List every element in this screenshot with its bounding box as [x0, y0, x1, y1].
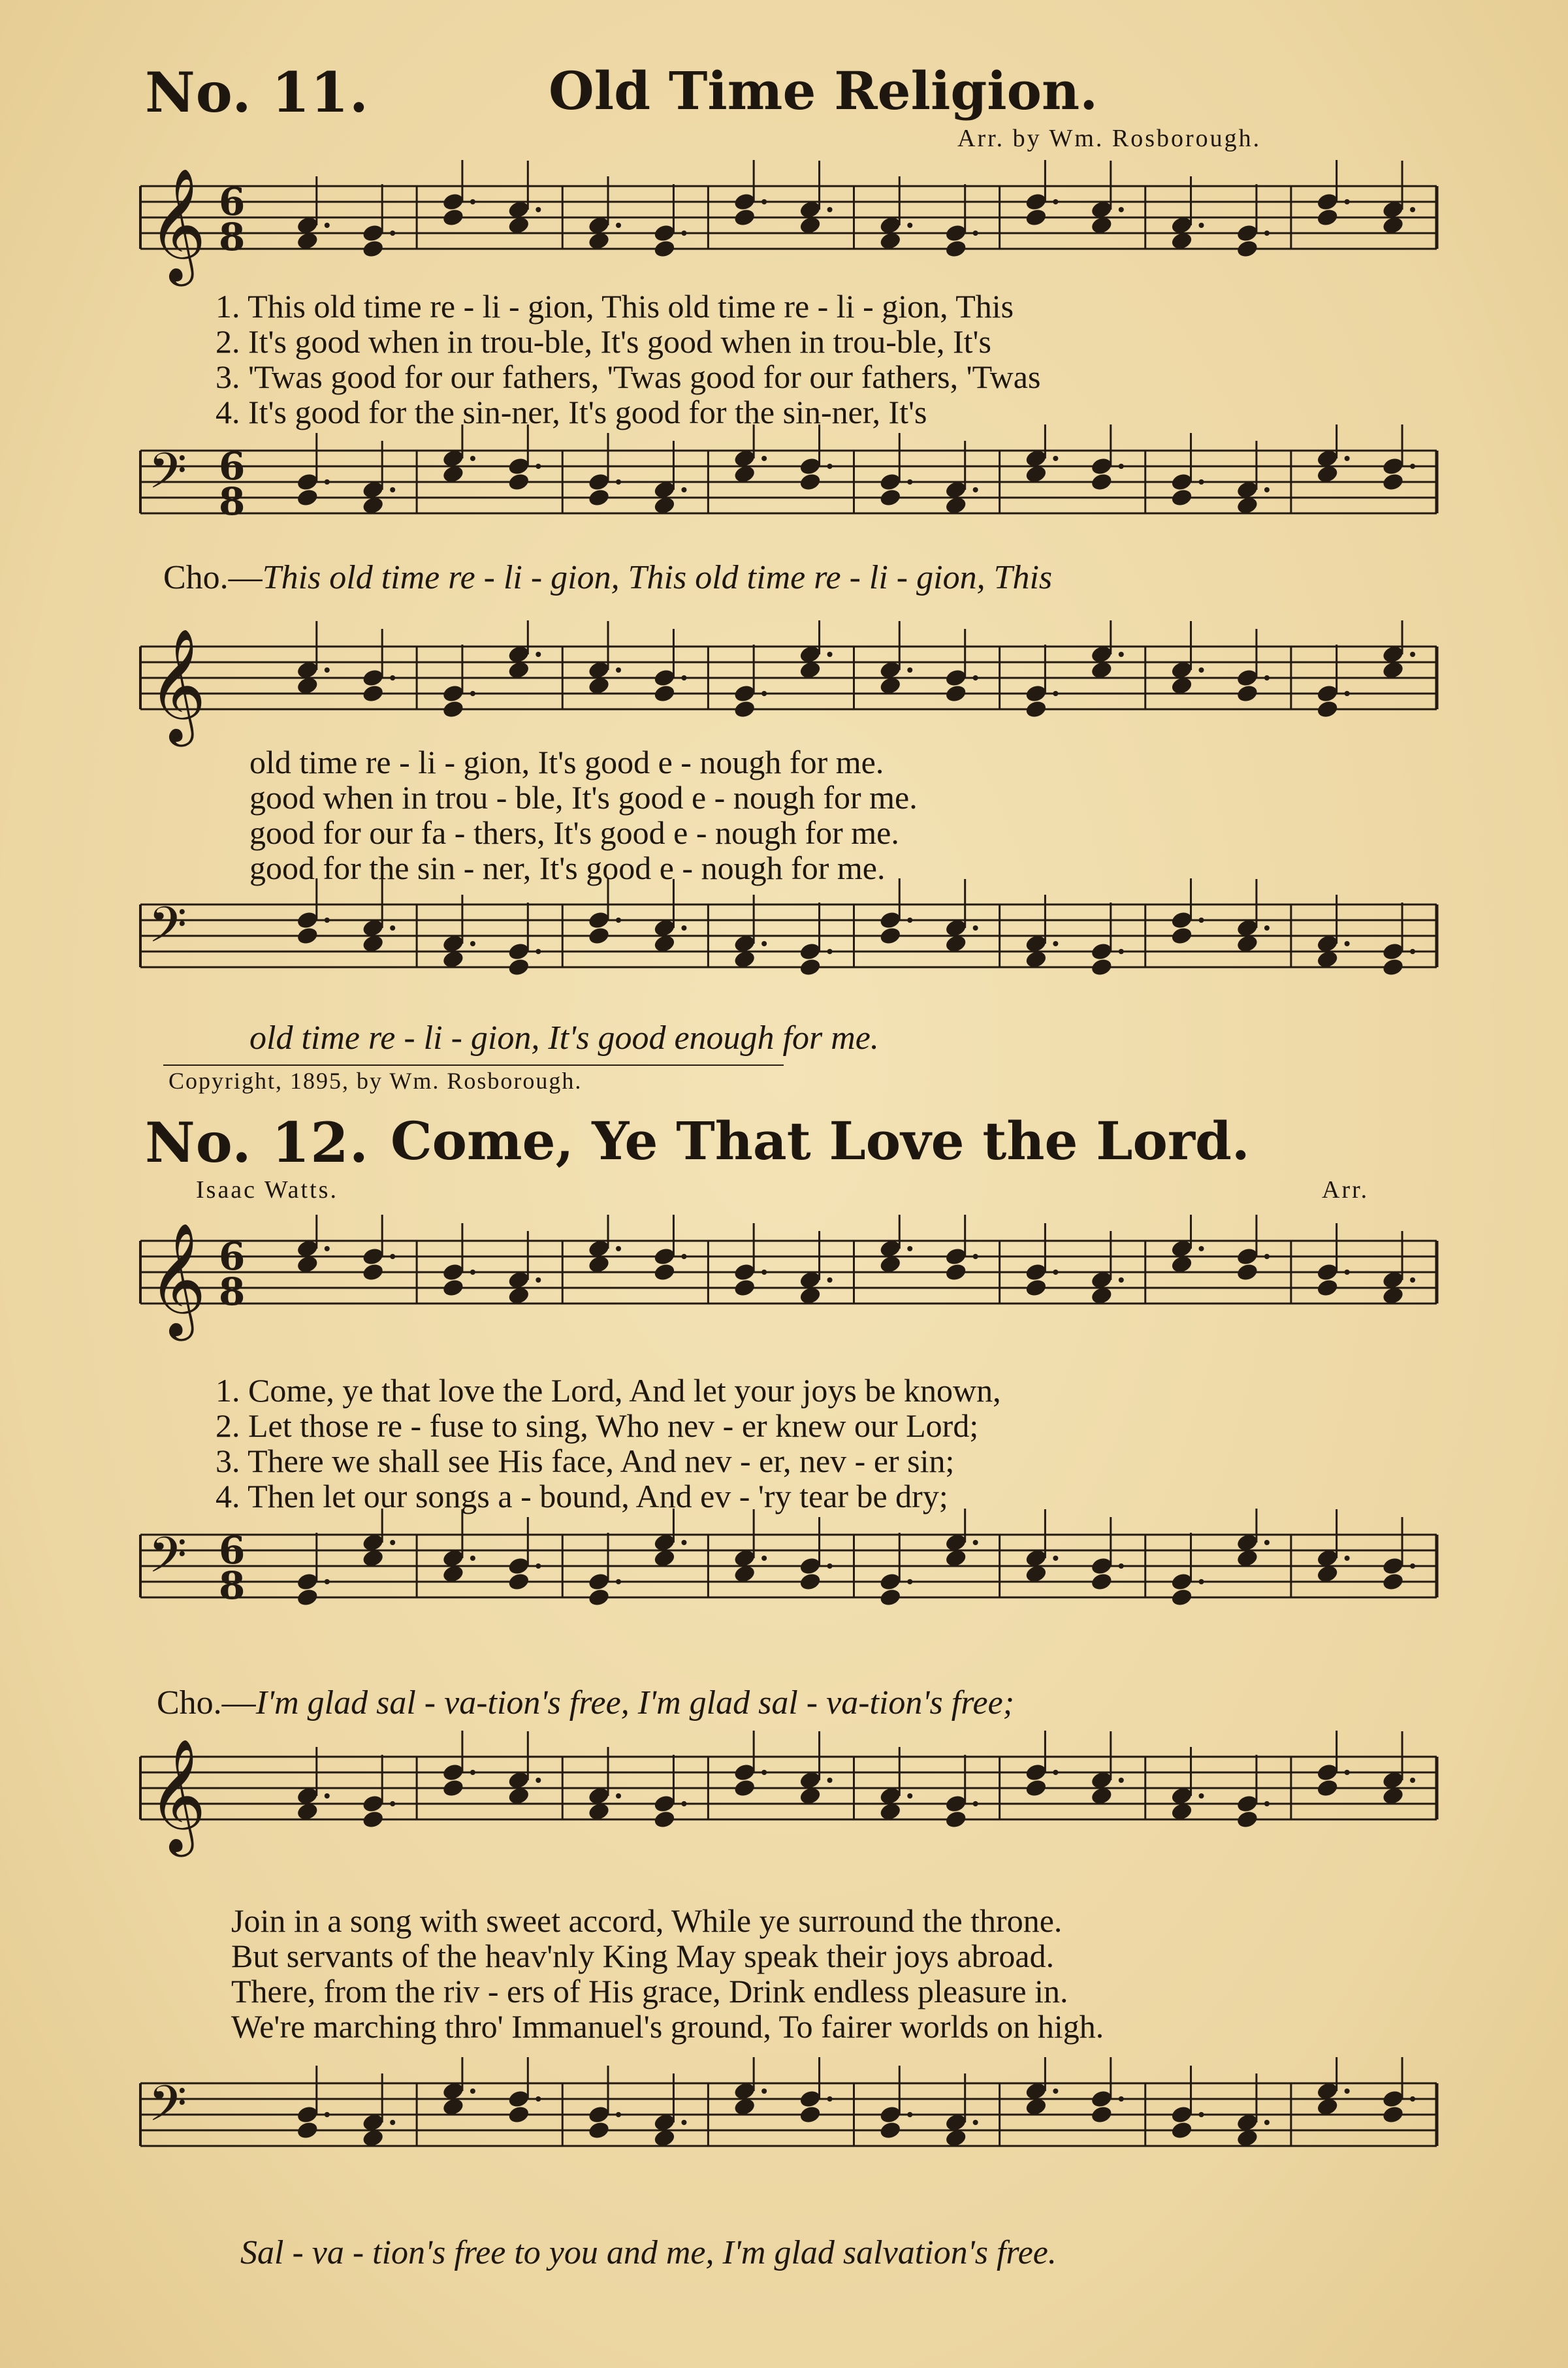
hymn-12-bass-staff-1 [0, 1509, 1568, 1652]
bass-clef-icon: 𝄢 [148, 2075, 187, 2145]
hymn-12-bass-staff-2 [0, 2057, 1568, 2201]
treble-clef-icon: 𝄞 [148, 168, 206, 281]
staff-lines [140, 424, 1437, 524]
bass-clef-icon: 𝄢 [148, 1526, 187, 1596]
staff-lines [140, 2057, 1437, 2148]
hymn-12-verse-line2-2: But servants of the heav'nly King May speak their joys abroad. [231, 1938, 1055, 1974]
hymn-12-arranger: Arr. [1322, 1176, 1369, 1204]
svg-text:6: 6 [219, 180, 246, 224]
hymn-11-verse-4: 4. It's good for the sin-ner, It's good for the sin-ner, It's [216, 394, 927, 430]
hymn-11-chorus-line-1 [163, 558, 1052, 597]
hymn-11-bass-staff-2 [0, 878, 1568, 1009]
staff-lines [140, 160, 1437, 287]
hymn-11-copyright: Copyright, 1895, by Wm. Rosborough. [168, 1068, 583, 1094]
hymn-11-treble-staff-1 [0, 160, 1568, 291]
treble-clef-icon: 𝄞 [148, 628, 206, 742]
hymn-11-verse-2: 2. It's good when in trou-ble, It's good when in trou-ble, It's [216, 323, 991, 360]
hymn-12-chorus-line-1 [157, 1684, 1014, 1722]
staff-lines [140, 1215, 1437, 1341]
staff-lines [140, 620, 1437, 747]
hymn-11-verse-line2-2: good when in trou - ble, It's good e - nough for me. [249, 779, 918, 816]
hymn-11-verse-line2-1: old time re - li - gion, It's good e - nough for me. [249, 744, 884, 780]
hymn-12-treble-staff-1 [0, 1215, 1568, 1358]
hymn-11-chorus-label: Cho.— [163, 559, 263, 596]
hymn-12-verse-1: 1. Come, ye that love the Lord, And let your joys be known, [216, 1372, 1001, 1409]
svg-text:6: 6 [219, 1528, 246, 1573]
hymn-11-verse-line2-3: good for our fa - thers, It's good e - nough for me. [249, 814, 899, 851]
hymn-11-arranger: Arr. by Wm. Rosborough. [957, 125, 1262, 152]
hymn-11-verse-3: 3. 'Twas good for our fathers, 'Twas good for our fathers, 'Twas [216, 359, 1041, 395]
bass-clef-icon: 𝄢 [148, 896, 187, 966]
hymn-12-verse-2: 2. Let those re - fuse to sing, Who nev - er knew our Lord; [216, 1407, 979, 1444]
hymn-11-verse-1: 1. This old time re - li - gion, This old time re - li - gion, This [216, 288, 1014, 325]
staff-lines [140, 1731, 1437, 1857]
hymn-12-chorus-label: Cho.— [157, 1684, 256, 1721]
staff-lines [140, 1509, 1437, 1608]
svg-text:8: 8 [219, 1270, 246, 1314]
hymn-12-verse-line2-3: There, from the riv - ers of His grace, Drink endless pleasure in. [231, 1973, 1068, 2009]
svg-text:8: 8 [219, 215, 246, 259]
hymn-12-title: Come, Ye That Love the Lord. [391, 1110, 1250, 1172]
hymn-12-verse-4: 4. Then let our songs a - bound, And ev - 'ry tear be dry; [216, 1478, 948, 1514]
hymn-12-chorus-line-2: Sal - va - tion's free to you and me, I'm glad salvation's free. [240, 2234, 1057, 2271]
hymn-12-verse-line2-4: We're marching thro' Immanuel's ground, To fairer worlds on high. [231, 2008, 1104, 2045]
hymn-11-treble-staff-2 [0, 620, 1568, 751]
hymn-12-author: Isaac Watts. [196, 1176, 338, 1204]
svg-text:6: 6 [219, 1234, 246, 1279]
hymn-12-verse-line2-1: Join in a song with sweet accord, While ye surround the throne. [231, 1902, 1063, 1939]
hymn-11-bass-staff-1 [0, 424, 1568, 555]
hymn-12-treble-staff-2 [0, 1731, 1568, 1874]
treble-clef-icon: 𝄞 [148, 1738, 206, 1852]
svg-text:8: 8 [219, 1563, 246, 1608]
hymn-11-chorus-line-2: old time re - li - gion, It's good enough for me. [249, 1019, 879, 1057]
svg-text:6: 6 [219, 444, 246, 488]
hymn-12-verse-3: 3. There we shall see His face, And nev - er, nev - er sin; [216, 1443, 955, 1479]
treble-clef-icon: 𝄞 [148, 1223, 206, 1336]
hymn-12-number: No. 12. [145, 1110, 369, 1175]
hymn-11-title: Old Time Religion. [549, 60, 1098, 121]
staff-lines [140, 878, 1437, 977]
bass-clef-icon: 𝄢 [148, 442, 187, 512]
copyright-rule [163, 1064, 784, 1066]
hymn-11-number: No. 11. [145, 60, 369, 125]
svg-text:8: 8 [219, 479, 246, 524]
hymn-11-chorus-text-1: This old time re - li - gion, This old time re - li - gion, This [262, 559, 1053, 596]
hymn-12-chorus-text-1: I'm glad sal - va-tion's free, I'm glad sal - va-tion's free; [255, 1684, 1015, 1721]
hymn-11-verse-line2-4: good for the sin - ner, It's good e - nough for me. [249, 850, 886, 886]
